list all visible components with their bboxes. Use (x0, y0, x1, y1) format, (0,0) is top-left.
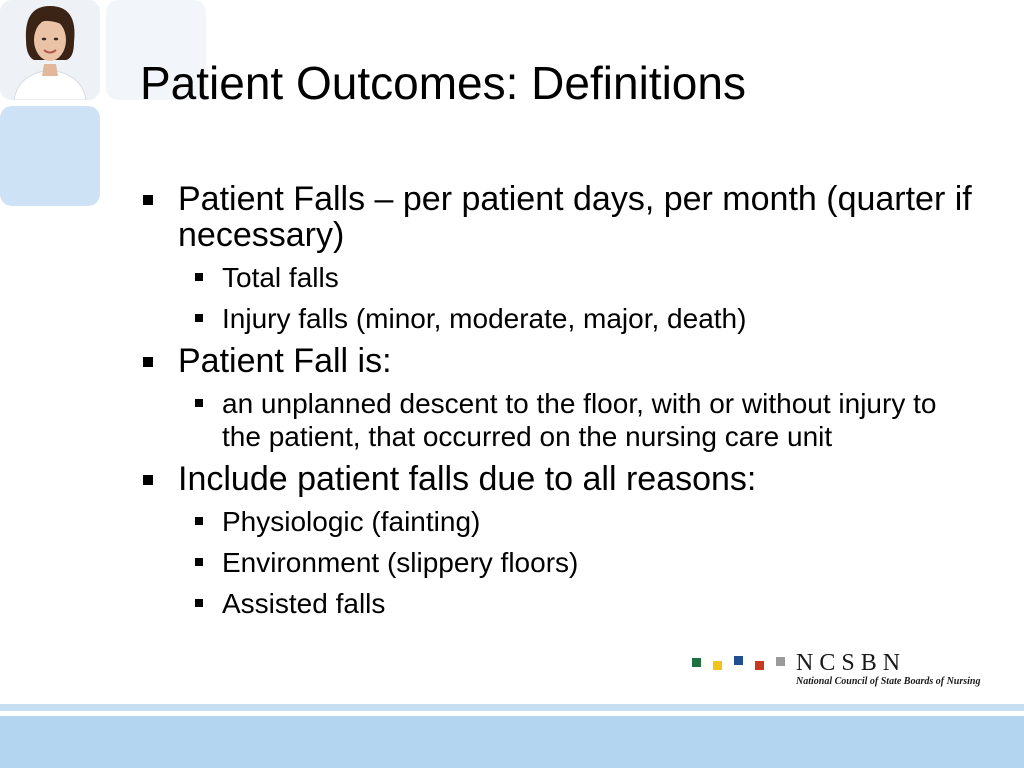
footer-band (0, 716, 1024, 768)
bullet-text: Physiologic (fainting) (222, 506, 481, 537)
ncsbn-logo (692, 650, 992, 690)
sub-bullet-item (140, 302, 980, 335)
bullet-text: Injury falls (minor, moderate, major, death) (222, 303, 747, 334)
square-bullet-icon (195, 399, 203, 407)
sub-bullet-item (140, 505, 980, 538)
square-bullet-icon (195, 517, 203, 525)
bullet-text: Include patient falls due to all reasons: (178, 460, 757, 498)
bullet-item (140, 181, 980, 253)
bullet-list (140, 181, 980, 628)
sub-bullet-item (140, 546, 980, 579)
presenter-photo (0, 0, 100, 100)
square-bullet-icon (143, 475, 153, 485)
bullet-item (140, 461, 980, 497)
slide-title: Patient Outcomes: Definitions (140, 57, 746, 109)
logo-name: NCSBN (796, 650, 907, 676)
footer-band-line (0, 704, 1024, 711)
square-bullet-icon (143, 195, 153, 205)
bullet-text: Patient Fall is: (178, 342, 392, 380)
sub-bullet-item (140, 587, 980, 620)
bullet-text: an unplanned descent to the floor, with or without injury to the patient, that occurred on the nursing care unit (222, 388, 937, 452)
bullet-text: Environment (slippery floors) (222, 547, 579, 578)
logo-square-icon (734, 656, 743, 665)
logo-square-icon (713, 661, 722, 670)
sub-bullet-item (140, 261, 980, 294)
square-bullet-icon (195, 599, 203, 607)
decor-tile-blue (0, 106, 100, 206)
square-bullet-icon (195, 314, 203, 322)
square-bullet-icon (143, 357, 153, 367)
woman-portrait-icon (0, 0, 100, 100)
bullet-text: Assisted falls (222, 588, 386, 619)
bullet-text: Total falls (222, 262, 339, 293)
square-bullet-icon (195, 558, 203, 566)
logo-square-icon (692, 658, 701, 667)
logo-square-icon (755, 661, 764, 670)
bullet-text: Patient Falls – per patient days, per month (quarter if necessary) (178, 180, 972, 254)
sub-bullet-item (140, 387, 980, 453)
square-bullet-icon (195, 273, 203, 281)
logo-subtitle: National Council of State Boards of Nursing (796, 676, 981, 687)
bullet-item (140, 343, 980, 379)
logo-square-icon (776, 657, 785, 666)
